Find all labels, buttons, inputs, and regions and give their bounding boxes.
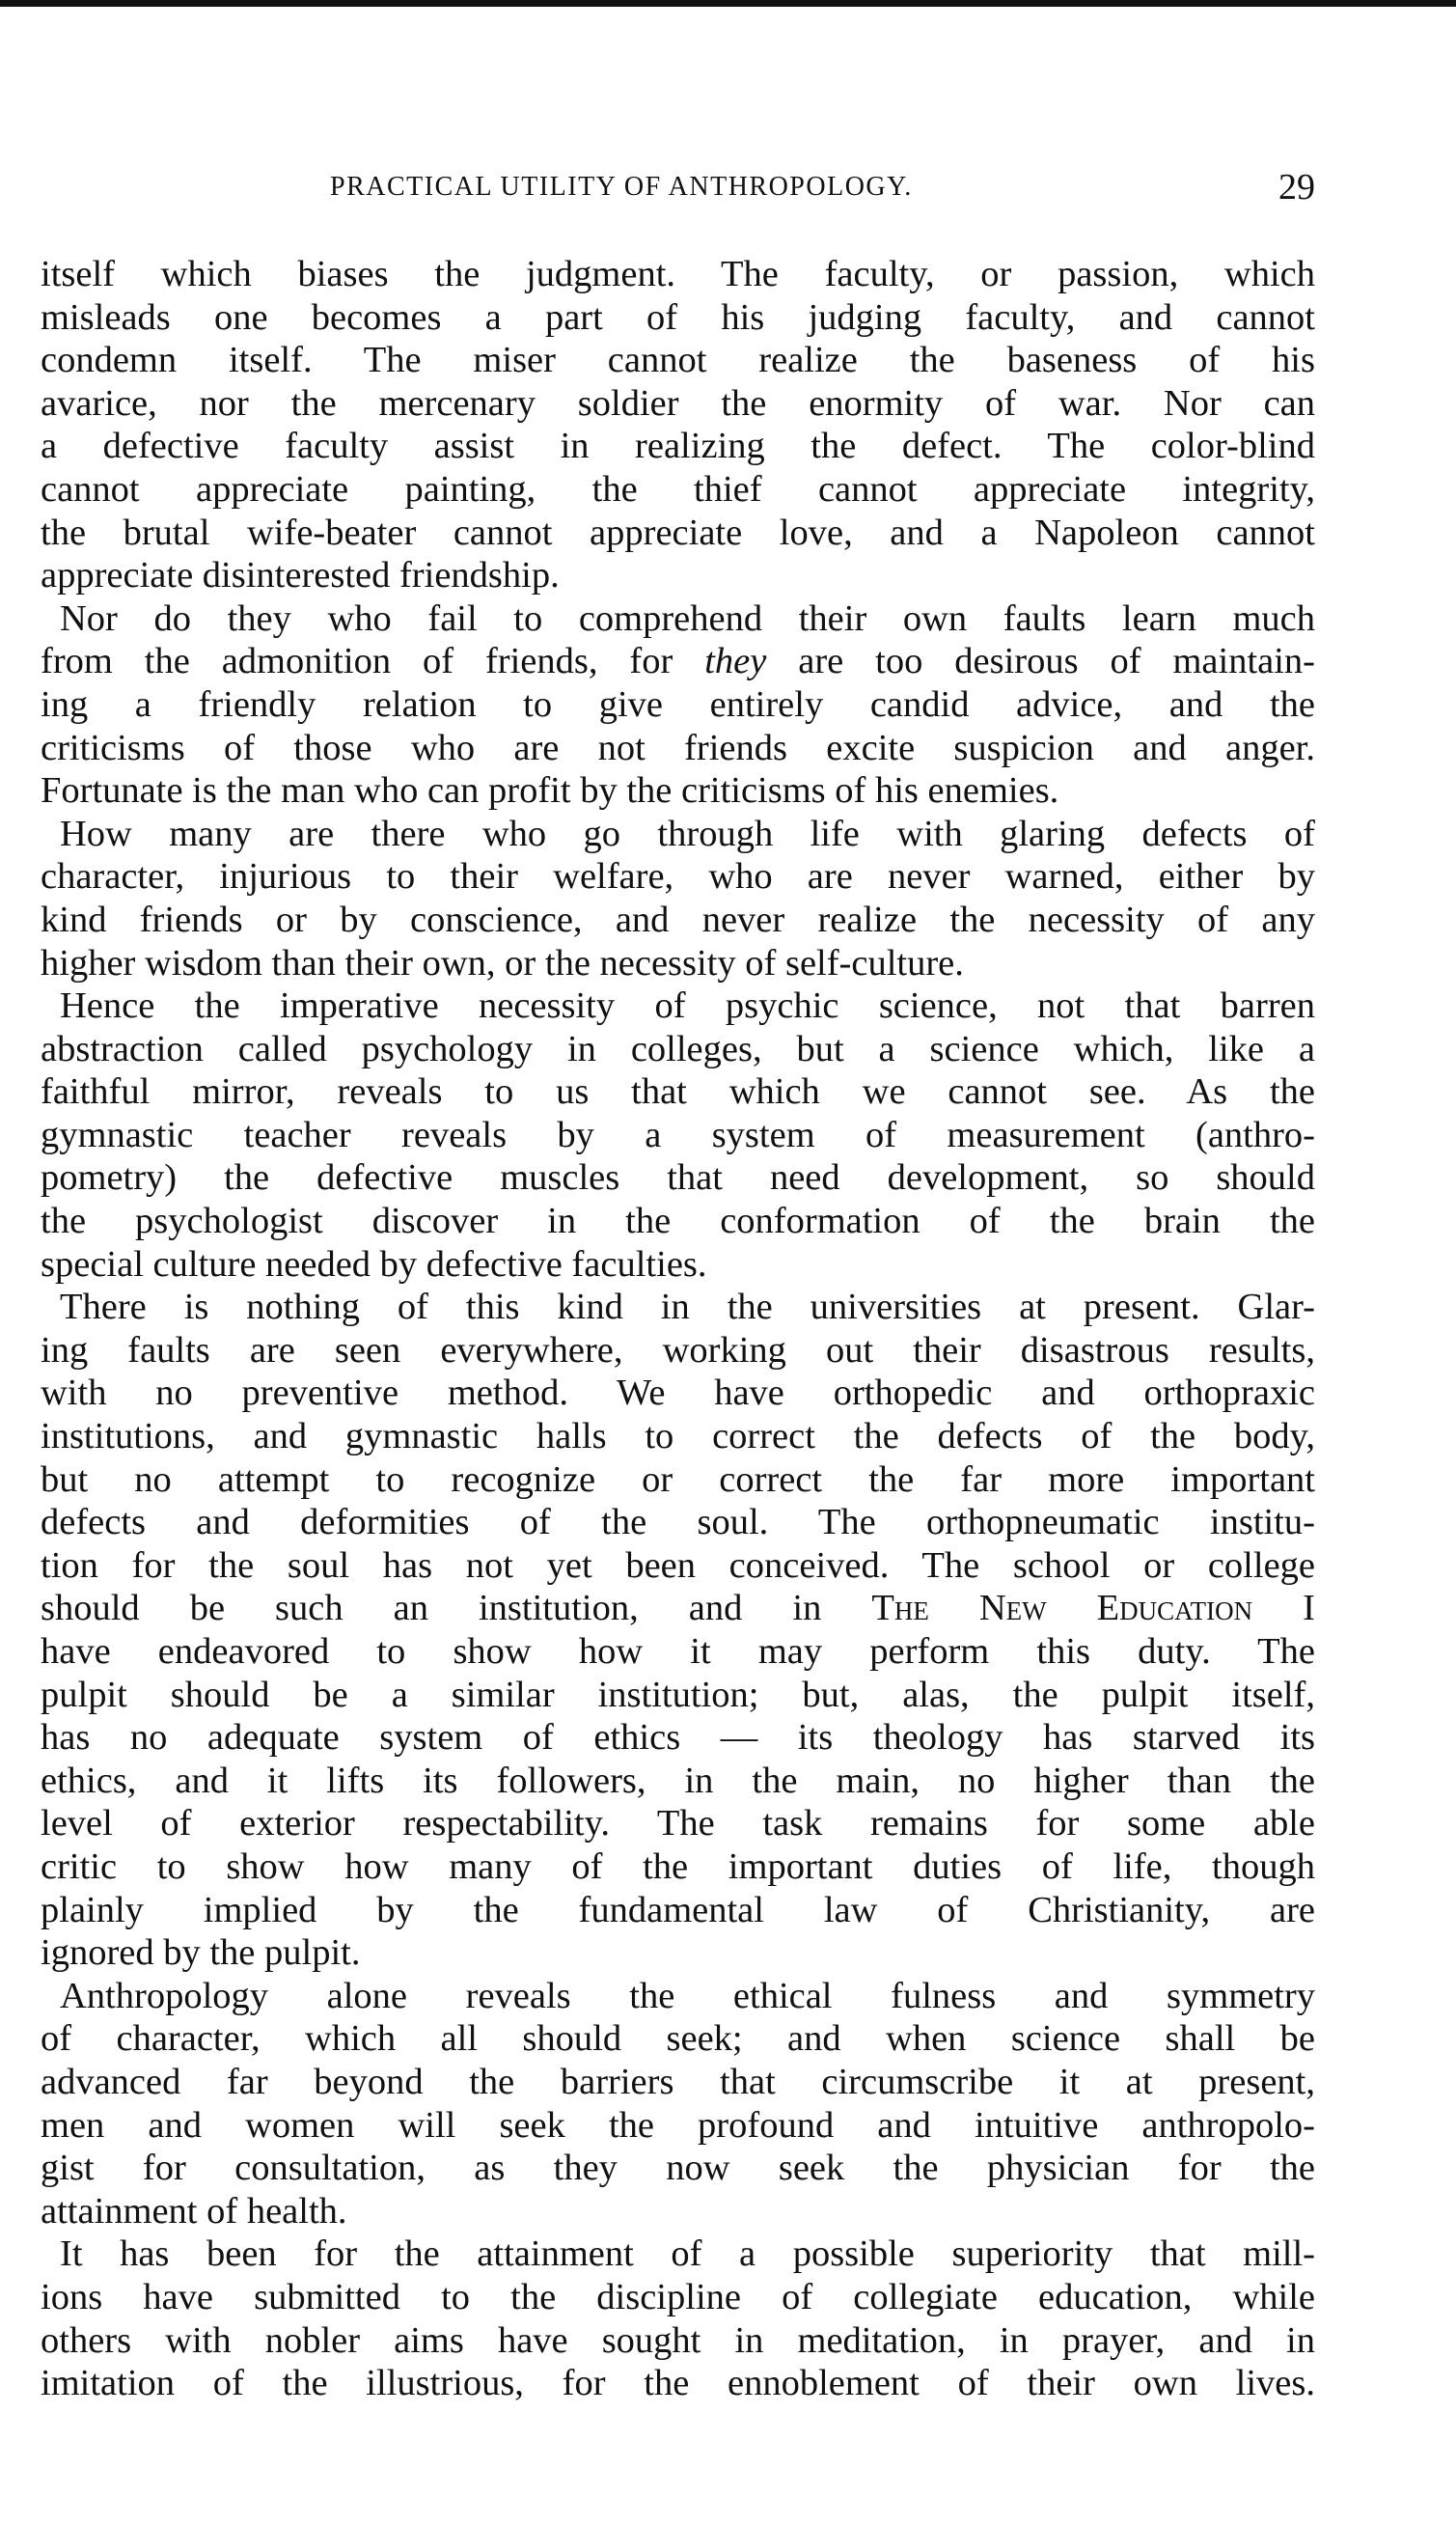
text-line: ethics, and it lifts its followers, in the main, no higher than the	[41, 1760, 1315, 1801]
text-line: faithful mirror, reveals to us that which we cannot see. As the	[41, 1071, 1315, 1113]
text-line: special culture needed by defective faculties.	[41, 1243, 707, 1285]
paragraph	[41, 253, 1315, 597]
text-line: men and women will seek the profound and intuitive anthropolo-	[41, 2104, 1315, 2146]
text-line: others with nobler aims have sought in meditation, in prayer, and in	[41, 2319, 1315, 2361]
text-line: criticisms of those who are not friends excite suspicion and anger.	[41, 727, 1315, 768]
text-line	[41, 1587, 1315, 1630]
page-number: 29	[1278, 167, 1315, 208]
text-line: plainly implied by the fundamental law of Christianity, are	[41, 1889, 1315, 1930]
text-line: cannot appreciate painting, the thief cannot appreciate integrity,	[41, 468, 1315, 510]
page-body	[41, 253, 1315, 2405]
text-line: with no preventive method. We have orthopedic and orthopraxic	[41, 1373, 1315, 1414]
text-line: condemn itself. The miser cannot realize the baseness of his	[41, 340, 1315, 381]
text-line: Nor do they who fail to comprehend their own faults learn much	[60, 597, 1315, 639]
text-line: ing a friendly relation to give entirely candid advice, and the	[41, 683, 1315, 725]
text-line: avarice, nor the mercenary soldier the enormity of war. Nor can	[41, 382, 1315, 424]
text-line: It has been for the attainment of a possible superiority that mill-	[60, 2233, 1315, 2275]
text-line: ignored by the pulpit.	[41, 1932, 361, 1974]
text-line: tion for the soul has not yet been conceived. The school or college	[41, 1544, 1315, 1586]
text-segment: I	[1252, 1588, 1315, 1629]
text-line: have endeavored to show how it may perform this duty. The	[41, 1631, 1315, 1672]
text-line: attainment of health.	[41, 2190, 347, 2232]
text-line: has no adequate system of ethics — its theology has starved its	[41, 1717, 1315, 1759]
text-line: Anthropology alone reveals the ethical fulness and symmetry	[60, 1975, 1315, 2016]
text-line: pulpit should be a similar institution; but, alas, the pulpit itself,	[41, 1674, 1315, 1715]
text-line: imitation of the illustrious, for the ennoblement of their own lives.	[41, 2363, 1315, 2404]
text-line: ions have submitted to the discipline of collegiate education, while	[41, 2276, 1315, 2317]
text-line: kind friends or by conscience, and never realize the necessity of any	[41, 899, 1315, 940]
paragraph	[41, 1975, 1315, 2233]
paragraph	[41, 985, 1315, 1286]
text-line: Hence the imperative necessity of psychic science, not that barren	[60, 985, 1315, 1027]
text-line: There is nothing of this kind in the universities at present. Glar-	[60, 1287, 1315, 1328]
italic-text: they	[704, 641, 767, 682]
paragraph	[41, 1286, 1315, 1975]
scan-edge-bar	[0, 0, 1456, 7]
paragraph	[41, 597, 1315, 813]
text-line: Fortunate is the man who can profit by the criticisms of his enemies.	[41, 770, 1059, 812]
text-line: level of exterior respectability. The task remains for some able	[41, 1803, 1315, 1844]
text-line	[41, 640, 1315, 683]
text-line: abstraction called psychology in colleges, but a science which, like a	[41, 1028, 1315, 1069]
text-segment: from the admonition of friends, for	[41, 641, 705, 682]
text-line: higher wisdom than their own, or the necessity of self-culture.	[41, 942, 964, 984]
text-line: How many are there who go through life with glaring defects of	[60, 813, 1315, 854]
text-line: gist for consultation, as they now seek the physician for the	[41, 2148, 1315, 2189]
text-line: institutions, and gymnastic halls to correct the defects of the body,	[41, 1416, 1315, 1457]
text-line: a defective faculty assist in realizing the defect. The color-blind	[41, 426, 1315, 467]
page-header	[41, 167, 1315, 210]
text-line: the psychologist discover in the conformation of the brain the	[41, 1201, 1315, 1242]
running-title: PRACTICAL UTILITY OF ANTHROPOLOGY.	[330, 172, 913, 202]
text-line: of character, which all should seek; and when science shall be	[41, 2018, 1315, 2060]
text-line: the brutal wife-beater cannot appreciate love, and a Napoleon cannot	[41, 512, 1315, 553]
paragraph	[41, 2233, 1315, 2404]
text-segment: should be such an institution, and in	[41, 1588, 872, 1629]
text-line: gymnastic teacher reveals by a system of measurement (anthro-	[41, 1114, 1315, 1155]
text-segment: are too desirous of maintain-	[766, 641, 1315, 682]
book-title: The New Education	[871, 1588, 1253, 1629]
text-line: but no attempt to recognize or correct the far more important	[41, 1458, 1315, 1500]
text-line: pometry) the defective muscles that need development, so should	[41, 1157, 1315, 1199]
paragraph	[41, 813, 1315, 985]
text-line: itself which biases the judgment. The faculty, or passion, which	[41, 254, 1315, 294]
text-line: misleads one becomes a part of his judging faculty, and cannot	[41, 296, 1315, 338]
text-line: defects and deformities of the soul. The orthopneumatic institu-	[41, 1502, 1315, 1543]
text-line: ing faults are seen everywhere, working out their disastrous results,	[41, 1329, 1315, 1371]
text-line: appreciate disinterested friendship.	[41, 555, 560, 596]
text-line: character, injurious to their welfare, who are never warned, either by	[41, 856, 1315, 898]
text-line: critic to show how many of the important duties of life, though	[41, 1845, 1315, 1887]
text-line: advanced far beyond the barriers that circumscribe it at present,	[41, 2061, 1315, 2102]
